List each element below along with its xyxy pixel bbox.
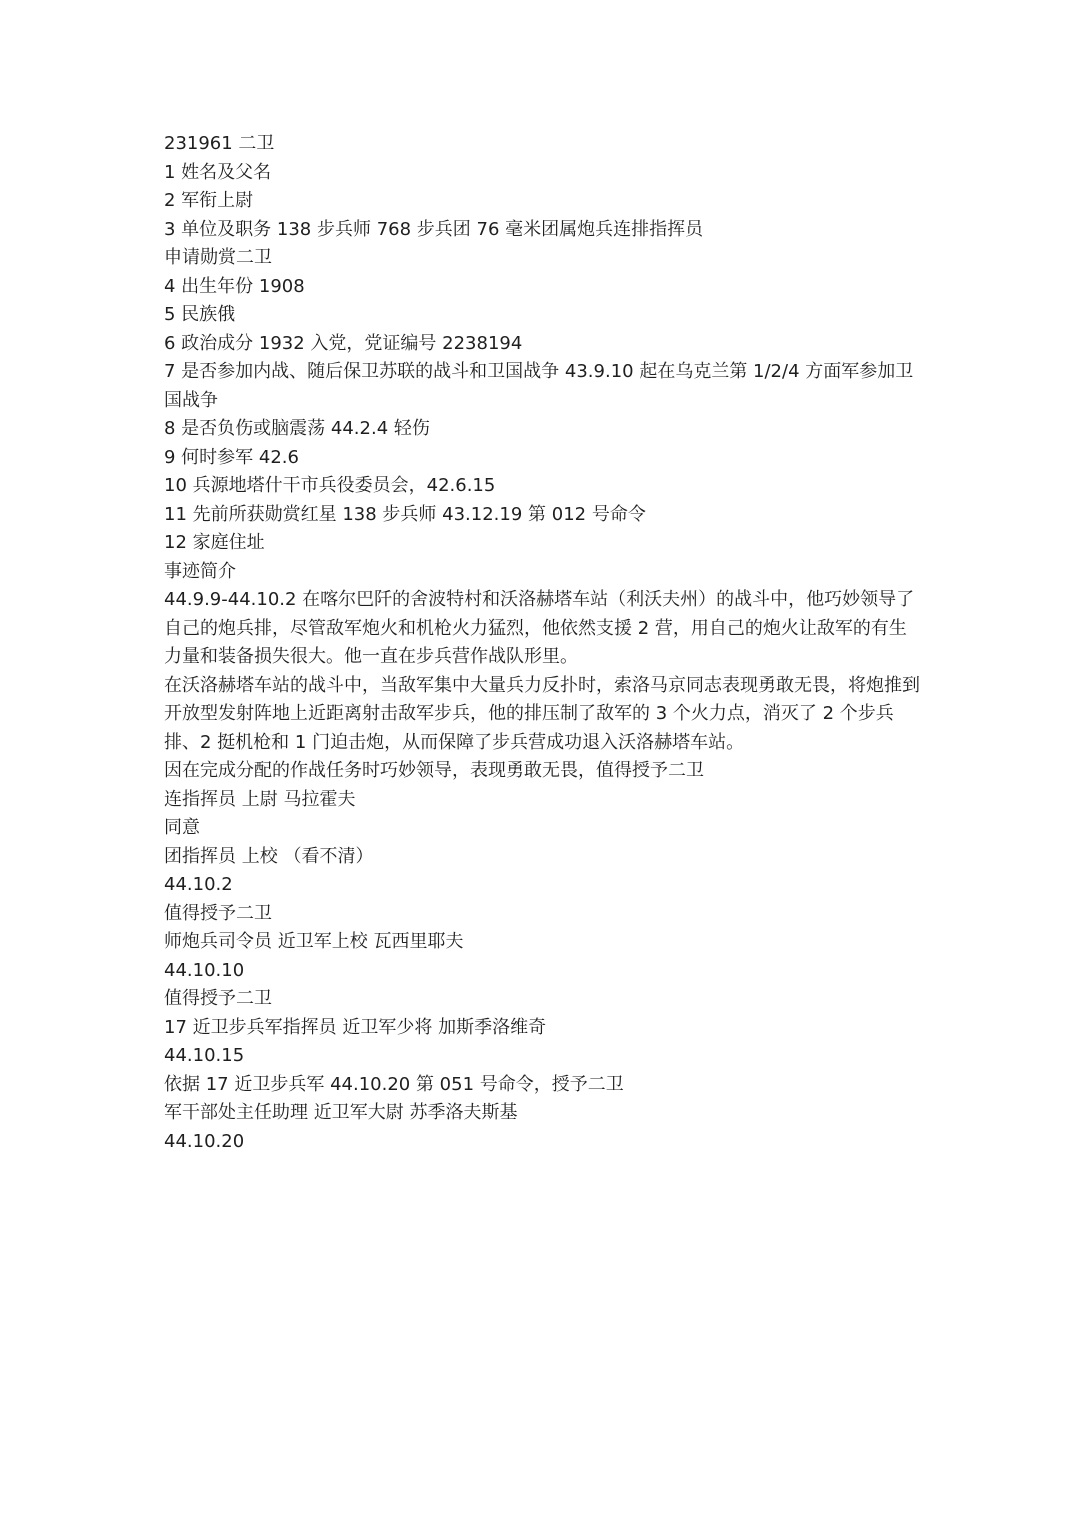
field-rank: 2 军衔上尉 bbox=[164, 190, 254, 211]
personnel-officer-signature: 军干部处主任助理 近卫军大尉 苏季洛夫斯基 bbox=[164, 1102, 518, 1123]
field-ethnicity: 5 民族俄 bbox=[164, 304, 236, 325]
award-order-line: 依据 17 近卫步兵军 44.10.20 第 051 号命令，授予二卫 bbox=[164, 1073, 624, 1095]
company-commander-signature: 连指挥员 上尉 马拉霍夫 bbox=[164, 788, 356, 810]
summary-conclusion: 因在完成分配的作战任务时巧妙领导，表现勇敢无畏，值得授予二卫 bbox=[164, 760, 704, 781]
date-line-4: 44.10.20 bbox=[164, 1130, 245, 1152]
date-line-3: 44.10.15 bbox=[164, 1045, 245, 1066]
field-war-participation: 7 是否参加内战、随后保卫苏联的战斗和卫国战争 43.9.10 起在乌克兰第 1/2/4 方面军参加卫国战争 bbox=[164, 361, 914, 411]
regiment-commander-signature: 团指挥员 上校 （看不清） bbox=[164, 845, 374, 867]
corps-commander-signature: 17 近卫步兵军指挥员 近卫军少将 加斯季洛维奇 bbox=[164, 1016, 547, 1038]
field-enlistment-office: 10 兵源地塔什干市兵役委员会，42.6.15 bbox=[164, 475, 496, 496]
date-line-1: 44.10.2 bbox=[164, 874, 233, 895]
award-number-line: 231961 二卫 bbox=[164, 133, 275, 154]
field-party-membership: 6 政治成分 1932 入党，党证编号 2238194 bbox=[164, 332, 523, 354]
field-unit-position: 3 单位及职务 138 步兵师 768 步兵团 76 毫米团属炮兵连排指挥员 bbox=[164, 218, 704, 240]
recommendation-line-1: 值得授予二卫 bbox=[164, 902, 272, 924]
date-line-2: 44.10.10 bbox=[164, 959, 245, 981]
field-wounds: 8 是否负伤或脑震荡 44.2.4 轻伤 bbox=[164, 418, 430, 439]
document-page bbox=[164, 130, 924, 1156]
award-request-line: 申请勋赏二卫 bbox=[164, 247, 272, 268]
summary-paragraph-1: 44.9.9-44.10.2 在喀尔巴阡的舍波特村和沃洛赫塔车站（利沃夫州）的战斗中，他巧妙领导了自己的炮兵排，尽管敌军炮火和机枪火力猛烈，他依然支援 2 营，用自己的炮火让敌军的有生力量和装备损失很大。他一直在步兵营作战队形里。 bbox=[164, 589, 915, 667]
field-previous-awards: 11 先前所获勋赏红星 138 步兵师 43.12.19 第 012 号命令 bbox=[164, 503, 646, 525]
field-name: 1 姓名及父名 bbox=[164, 161, 272, 183]
summary-paragraph-2: 在沃洛赫塔车站的战斗中，当敌军集中大量兵力反扑时，索洛马京同志表现勇敢无畏，将炮推到开放型发射阵地上近距离射击敌军步兵，他的排压制了敌军的 3 个火力点，消灭了 2 个步兵排、2 挺机枪和 1 门迫击炮，从而保障了步兵营成功退入沃洛赫塔车站。 bbox=[164, 674, 920, 753]
field-enlistment-date: 9 何时参军 42.6 bbox=[164, 446, 299, 468]
division-artillery-commander-signature: 师炮兵司令员 近卫军上校 瓦西里耶夫 bbox=[164, 931, 464, 952]
summary-heading: 事迹简介 bbox=[164, 560, 236, 582]
recommendation-line-2: 值得授予二卫 bbox=[164, 988, 272, 1009]
field-birth-year: 4 出生年份 1908 bbox=[164, 275, 305, 297]
approval-line: 同意 bbox=[164, 817, 200, 838]
field-home-address: 12 家庭住址 bbox=[164, 532, 265, 553]
